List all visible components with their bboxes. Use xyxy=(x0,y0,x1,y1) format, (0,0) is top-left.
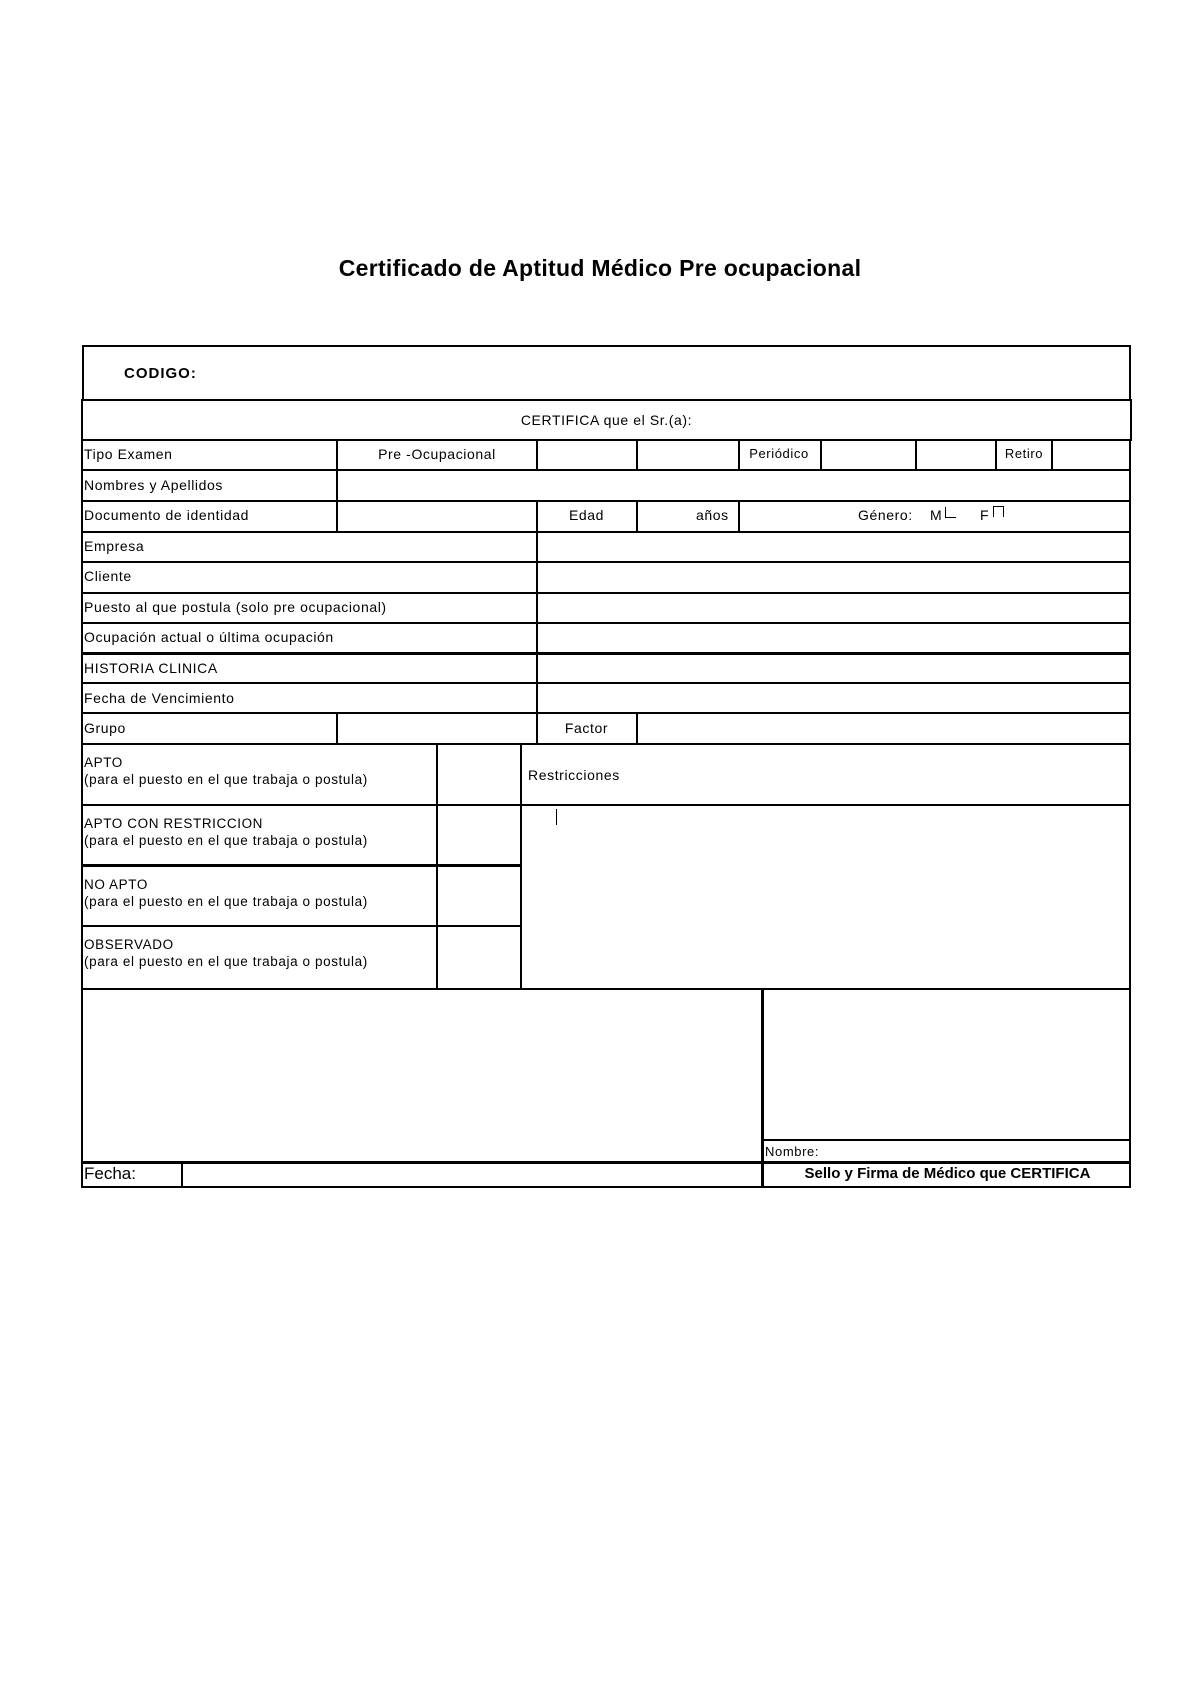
apto-restriccion-sub: (para el puesto en el que trabaja o postula) xyxy=(84,833,368,848)
genero-m-label: M xyxy=(930,507,943,523)
row-divider xyxy=(81,925,522,927)
genero-label: Género: xyxy=(858,507,913,523)
pre-ocupacional-option: Pre -Ocupacional xyxy=(378,446,496,462)
periodico-option: Periódico xyxy=(749,446,809,461)
codigo-box xyxy=(82,345,1131,401)
col-divider xyxy=(820,439,822,470)
signature-divider xyxy=(761,988,764,1188)
genero-f-checkbox[interactable] xyxy=(993,506,1004,517)
no-apto-sub: (para el puesto en el que trabaja o postula) xyxy=(84,894,368,909)
col-divider xyxy=(336,469,338,500)
row-divider xyxy=(81,682,1131,684)
ocupacion-label: Ocupación actual o última ocupación xyxy=(84,629,334,645)
text-cursor xyxy=(556,809,557,825)
factor-label: Factor xyxy=(564,720,609,736)
col-divider xyxy=(536,439,538,470)
row-divider xyxy=(81,622,1131,624)
fecha-row-divider xyxy=(81,1161,1131,1164)
col-divider xyxy=(336,712,338,743)
no-apto-title: NO APTO xyxy=(84,877,148,892)
observado-sub: (para el puesto en el que trabaja o postula) xyxy=(84,954,368,969)
bottom-section xyxy=(81,988,1131,1188)
edad-label: Edad xyxy=(568,507,605,523)
genero-m-checkbox[interactable] xyxy=(945,507,956,518)
row-divider xyxy=(81,864,522,867)
row-divider xyxy=(81,469,1131,471)
puesto-label: Puesto al que postula (solo pre ocupacional) xyxy=(84,599,387,615)
anos-label: años xyxy=(696,507,729,523)
row-divider xyxy=(81,743,1131,745)
row-divider xyxy=(81,561,1131,563)
col-divider xyxy=(915,439,917,470)
col-divider xyxy=(336,500,338,531)
row-divider xyxy=(81,804,1131,806)
col-divider xyxy=(436,743,438,990)
sello-firma-label: Sello y Firma de Médico que CERTIFICA xyxy=(804,1165,1091,1182)
cliente-label: Cliente xyxy=(84,568,132,584)
certifica-label: CERTIFICA que el Sr.(a): xyxy=(520,412,693,428)
documento-label: Documento de identidad xyxy=(84,507,249,523)
col-divider xyxy=(520,743,522,990)
historia-clinica-label: HISTORIA CLINICA xyxy=(84,660,218,676)
nombres-label: Nombres y Apellidos xyxy=(84,477,224,493)
retiro-option: Retiro xyxy=(1004,446,1044,461)
observado-title: OBSERVADO xyxy=(84,937,174,952)
col-divider xyxy=(738,500,740,531)
nombre-row-divider xyxy=(762,1139,1131,1141)
fecha-col-divider xyxy=(181,1161,183,1188)
row-divider xyxy=(81,652,1131,655)
codigo-label: CODIGO: xyxy=(124,365,197,382)
nombre-label: Nombre: xyxy=(765,1144,820,1159)
fecha-label: Fecha: xyxy=(84,1164,136,1183)
restricciones-label: Restricciones xyxy=(528,767,620,783)
row-divider xyxy=(81,531,1131,533)
apto-restriccion-title: APTO CON RESTRICCION xyxy=(84,816,264,831)
row-divider xyxy=(81,500,1131,502)
fecha-vencimiento-label: Fecha de Vencimiento xyxy=(84,690,235,706)
row-divider xyxy=(81,712,1131,714)
col-divider xyxy=(636,712,638,743)
col-divider xyxy=(636,439,638,470)
col-divider xyxy=(636,500,638,531)
page-title: Certificado de Aptitud Médico Pre ocupacional xyxy=(338,255,862,281)
apto-sub: (para el puesto en el que trabaja o postula) xyxy=(84,772,368,787)
empresa-label: Empresa xyxy=(84,538,145,554)
apto-title: APTO xyxy=(84,755,123,770)
row-divider xyxy=(81,592,1131,594)
grupo-label: Grupo xyxy=(84,720,126,736)
tipo-examen-label: Tipo Examen xyxy=(84,446,173,462)
genero-f-label: F xyxy=(980,507,990,523)
col-divider xyxy=(536,500,538,743)
